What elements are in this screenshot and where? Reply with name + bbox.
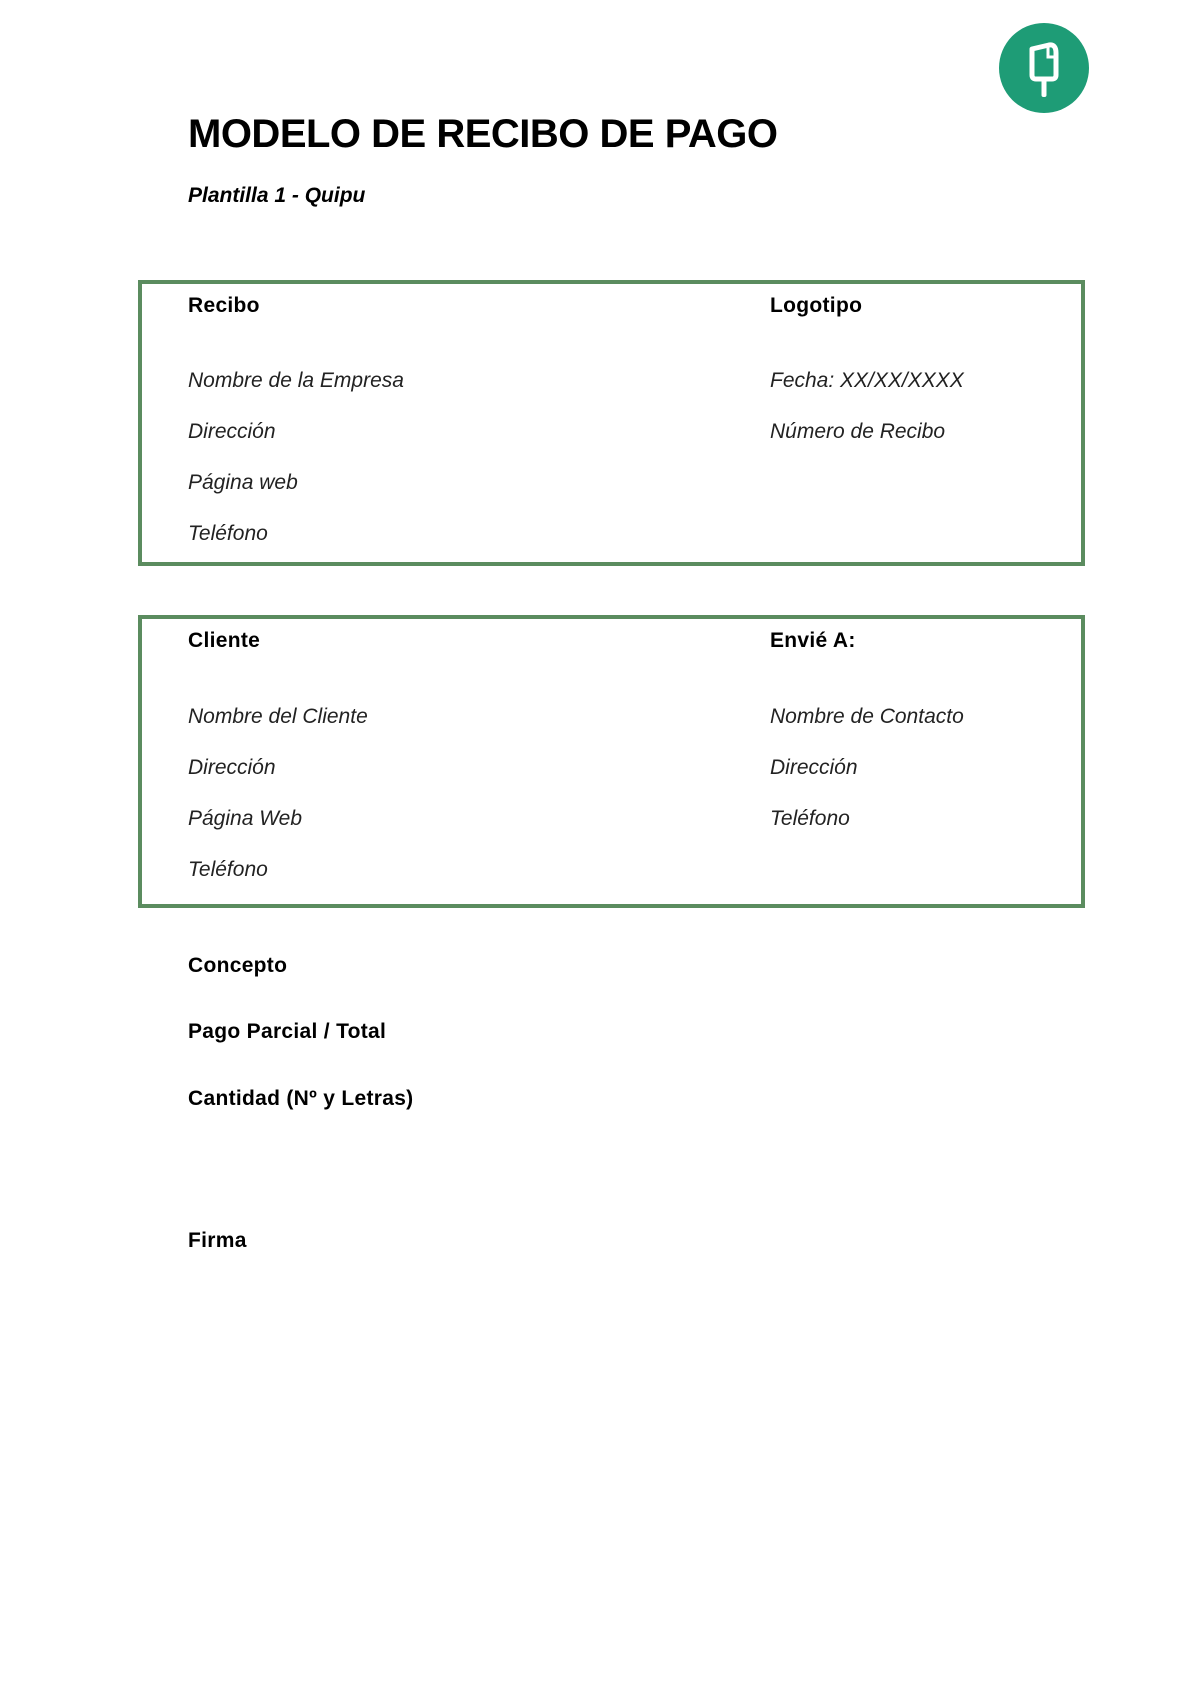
company-phone-field: Teléfono: [188, 522, 268, 545]
ship-phone-field: Teléfono: [770, 807, 850, 830]
signature-label: Firma: [188, 1229, 247, 1252]
receipt-number-field: Número de Recibo: [770, 420, 946, 443]
client-address-field: Dirección: [188, 756, 276, 779]
ship-to-heading: Envié A:: [770, 629, 856, 652]
client-name-field: Nombre del Cliente: [188, 705, 368, 728]
concept-label: Concepto: [188, 954, 288, 977]
payment-type-label: Pago Parcial / Total: [188, 1020, 387, 1043]
client-info-box: [138, 615, 1085, 908]
ship-address-field: Dirección: [770, 756, 858, 779]
amount-label: Cantidad (Nº y Letras): [188, 1087, 414, 1110]
contact-name-field: Nombre de Contacto: [770, 705, 964, 728]
client-website-field: Página Web: [188, 807, 303, 830]
date-field: Fecha: XX/XX/XXXX: [770, 369, 964, 392]
company-name-field: Nombre de la Empresa: [188, 369, 404, 392]
template-subtitle: Plantilla 1 - Quipu: [188, 184, 366, 207]
popsicle-logo-icon: [999, 23, 1089, 113]
receipt-info-box: [138, 280, 1085, 566]
page-title: MODELO DE RECIBO DE PAGO: [188, 112, 778, 156]
logo-heading: Logotipo: [770, 294, 863, 317]
client-phone-field: Teléfono: [188, 858, 268, 881]
company-website-field: Página web: [188, 471, 298, 494]
company-address-field: Dirección: [188, 420, 276, 443]
receipt-heading: Recibo: [188, 294, 260, 317]
client-heading: Cliente: [188, 629, 261, 652]
